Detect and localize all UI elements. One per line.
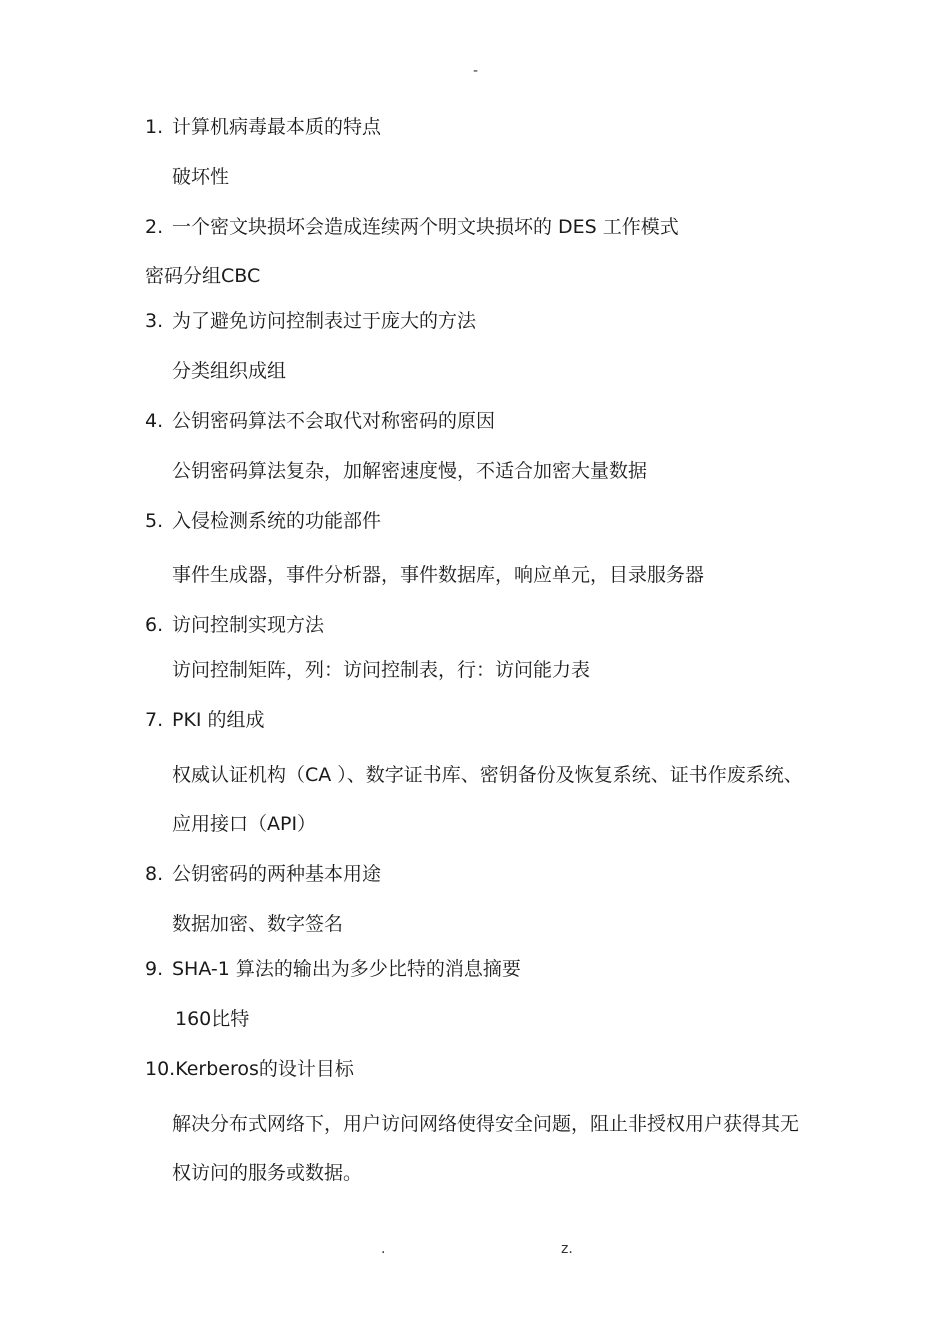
question-number: 6.	[145, 614, 164, 636]
answer-6: 访问控制矩阵，列：访问控制表，行：访问能力表	[172, 659, 591, 681]
question-3	[145, 309, 476, 333]
question-6	[145, 613, 324, 637]
question-number: 1.	[145, 116, 164, 138]
question-number: 3.	[145, 310, 164, 332]
question-text: 访问控制实现方法	[172, 614, 325, 636]
answer-8: 数据加密、数字签名	[172, 913, 344, 935]
question-number: 7.	[145, 709, 164, 731]
answer-10-line-2: 权访问的服务或数据。	[172, 1162, 363, 1184]
footer-left-mark: .	[381, 1241, 386, 1257]
question-text: SHA-1 算法的输出为多少比特的消息摘要	[172, 958, 521, 980]
answer-9: 160比特	[175, 1008, 250, 1030]
answer-3: 分类组织成组	[172, 360, 287, 382]
question-text: 一个密文块损坏会造成连续两个明文块损坏的 DES 工作模式	[172, 216, 679, 238]
question-5	[145, 509, 381, 533]
question-text: 公钥密码的两种基本用途	[172, 863, 382, 885]
answer-2: 密码分组CBC	[145, 265, 261, 287]
question-8	[145, 862, 381, 886]
question-number: 2.	[145, 216, 164, 238]
question-text: 计算机病毒最本质的特点	[172, 116, 382, 138]
question-text: Kerberos的设计目标	[175, 1058, 354, 1080]
question-text: 入侵检测系统的功能部件	[172, 510, 382, 532]
question-number: 9.	[145, 958, 164, 980]
question-7	[145, 708, 265, 732]
question-text: 为了避免访问控制表过于庞大的方法	[172, 310, 477, 332]
question-1	[145, 115, 381, 139]
answer-1: 破坏性	[172, 166, 230, 188]
footer-right-mark: z.	[561, 1241, 573, 1257]
answer-5: 事件生成器，事件分析器，事件数据库，响应单元，目录服务器	[172, 564, 705, 586]
answer-4: 公钥密码算法复杂，加解密速度慢，不适合加密大量数据	[172, 460, 648, 482]
question-number: 10.	[145, 1058, 176, 1080]
question-number: 8.	[145, 863, 164, 885]
question-2	[145, 215, 679, 239]
question-number: 4.	[145, 410, 164, 432]
question-10	[145, 1057, 354, 1081]
answer-10-line-1: 解决分布式网络下，用户访问网络使得安全问题，阻止非授权用户获得其无	[172, 1113, 800, 1135]
answer-7-line-2: 应用接口（API）	[172, 813, 317, 835]
question-text: PKI 的组成	[172, 709, 265, 731]
question-number: 5.	[145, 510, 164, 532]
question-9	[145, 957, 521, 981]
question-text: 公钥密码算法不会取代对称密码的原因	[172, 410, 496, 432]
header-mark: -	[473, 63, 479, 79]
question-4	[145, 409, 495, 433]
answer-7-line-1: 权威认证机构（CA ）、数字证书库、密钥备份及恢复系统、证书作废系统、	[172, 764, 803, 786]
